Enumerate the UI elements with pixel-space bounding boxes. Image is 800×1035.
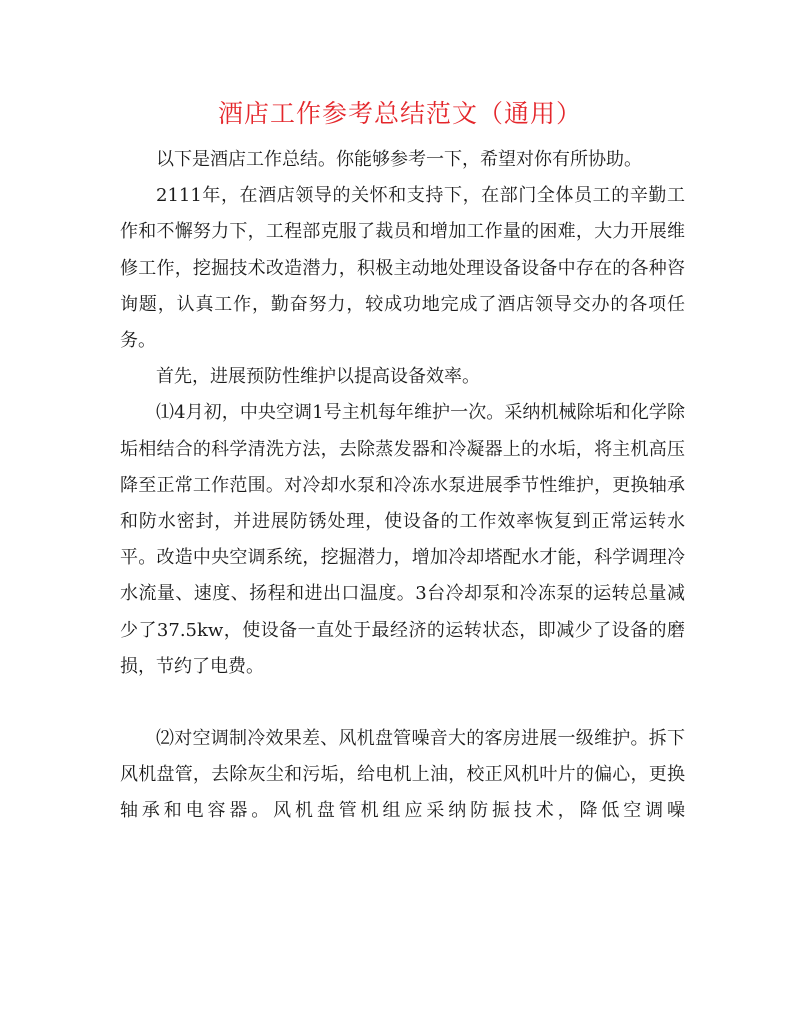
paragraph-spacer	[120, 685, 685, 721]
paragraph-intro: 以下是酒店工作总结。你能够参考一下，希望对你有所协助。	[156, 149, 642, 170]
paragraph-first-point: 首先，进展预防性维护以提高设备效率。	[156, 366, 480, 388]
document-title: 酒店工作参考总结范文（通用）	[217, 99, 582, 128]
paragraph-item-1: ⑴4月初，中央空调1号主机每年维护一次。采纳机械除垢和化学除垢相结合的科学清洗方法，去除蒸发器和冷凝器上的水垢，将主机高压降至正常工作范围。对冷却水泵和冷冻水泵进展季节性维护，更换轴承和防水密封，并进展防锈处理，使设备的工作效率恢复到正常运转水平。改造中央空调系统，挖掘潜力，增加冷却塔配水才能，科学调理冷水流量、速度、扬程和进出口温度。3台冷却泵和冷冻泵的运转总量减少了37.5kw，使设备一直处于最经济的运转状态，即减少了设备的磨损，节约了电费。	[120, 402, 685, 677]
document-body	[120, 142, 685, 830]
paragraph-summary: 2111年，在酒店领导的关怀和支持下，在部门全体员工的辛勤工作和不懈努力下，工程部克服了裁员和增加工作量的困难，大力开展维修工作，挖掘技术改造潜力，积极主动地处理设备设备中存在的各种咨询题，认真工作，勤奋努力，较成功地完成了酒店领导交办的各项任务。	[120, 185, 685, 352]
paragraph-item-2: ⑵对空调制冷效果差、风机盘管噪音大的客房进展一级维护。拆下风机盘管，去除灰尘和污垢，给电机上油，校正风机叶片的偏心，更换轴承和电容器。风机盘管机组应采纳防振技术，降低空调噪	[120, 728, 685, 822]
